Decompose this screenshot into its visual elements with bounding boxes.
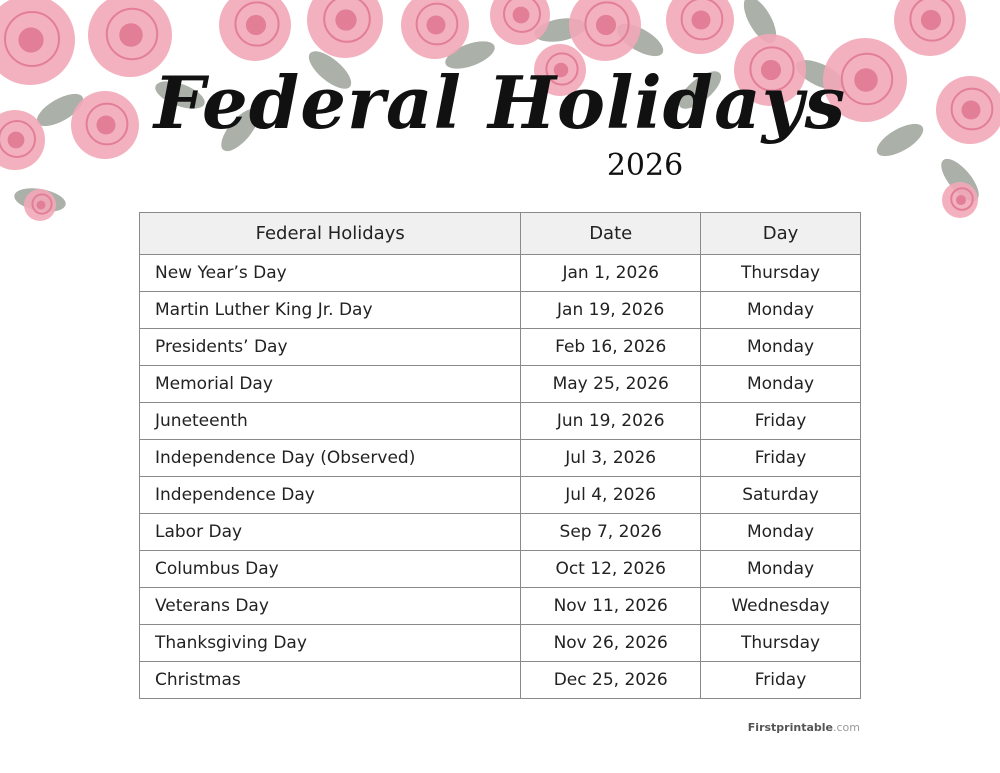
holiday-name: New Year’s Day (140, 255, 521, 292)
holiday-date: May 25, 2026 (521, 366, 701, 403)
holiday-date: Dec 25, 2026 (521, 662, 701, 699)
table-row (140, 255, 861, 292)
holiday-name: Thanksgiving Day (140, 625, 521, 662)
holiday-date: Jul 3, 2026 (521, 440, 701, 477)
brand-suffix: .com (833, 721, 860, 734)
holiday-name: Juneteenth (140, 403, 521, 440)
holiday-date: Sep 7, 2026 (521, 514, 701, 551)
page-year: 2026 (606, 148, 684, 183)
holiday-name: Christmas (140, 662, 521, 699)
header-day: Day (701, 213, 861, 255)
rose-center (18, 27, 43, 52)
holiday-day: Monday (701, 329, 861, 366)
table-row (140, 662, 861, 699)
holiday-day: Saturday (701, 477, 861, 514)
table-row (140, 292, 861, 329)
rose-center (513, 7, 530, 24)
table-row (140, 329, 861, 366)
holiday-name: Columbus Day (140, 551, 521, 588)
page-title: Federal Holidays (153, 60, 847, 145)
holidays-table (139, 212, 861, 699)
holiday-name: Labor Day (140, 514, 521, 551)
holiday-day: Friday (701, 440, 861, 477)
rose-center (956, 195, 966, 205)
holiday-day: Wednesday (701, 588, 861, 625)
rose-center (37, 201, 46, 210)
holiday-date: Jan 19, 2026 (521, 292, 701, 329)
holiday-day: Monday (701, 292, 861, 329)
table-header-row (140, 213, 861, 255)
holiday-name: Memorial Day (140, 366, 521, 403)
holiday-name: Independence Day (140, 477, 521, 514)
holiday-date: Feb 16, 2026 (521, 329, 701, 366)
rose-center (426, 15, 445, 34)
holiday-day: Thursday (701, 625, 861, 662)
table-row (140, 477, 861, 514)
rose-center (246, 15, 266, 35)
brand-watermark (748, 721, 860, 734)
table-row (140, 514, 861, 551)
holiday-name: Veterans Day (140, 588, 521, 625)
rose-center (921, 10, 941, 30)
holiday-day: Monday (701, 366, 861, 403)
holiday-date: Jun 19, 2026 (521, 403, 701, 440)
rose-center (335, 9, 356, 30)
holiday-date: Nov 26, 2026 (521, 625, 701, 662)
rose-center (691, 10, 710, 29)
holiday-day: Friday (701, 403, 861, 440)
holiday-day: Monday (701, 514, 861, 551)
table-row (140, 403, 861, 440)
holiday-name: Independence Day (Observed) (140, 440, 521, 477)
holiday-name: Presidents’ Day (140, 329, 521, 366)
holiday-date: Jul 4, 2026 (521, 477, 701, 514)
table-row (140, 551, 861, 588)
holiday-day: Friday (701, 662, 861, 699)
table-row (140, 588, 861, 625)
brand-name: Firstprintable (747, 721, 833, 734)
header-date: Date (521, 213, 701, 255)
holiday-date: Nov 11, 2026 (521, 588, 701, 625)
table-row (140, 366, 861, 403)
table-row (140, 440, 861, 477)
rose-center (596, 15, 616, 35)
holiday-name: Martin Luther King Jr. Day (140, 292, 521, 329)
rose-center (119, 23, 143, 47)
table-row (140, 625, 861, 662)
holiday-date: Oct 12, 2026 (521, 551, 701, 588)
holiday-date: Jan 1, 2026 (521, 255, 701, 292)
header-holiday: Federal Holidays (140, 213, 521, 255)
holiday-day: Monday (701, 551, 861, 588)
holiday-day: Thursday (701, 255, 861, 292)
